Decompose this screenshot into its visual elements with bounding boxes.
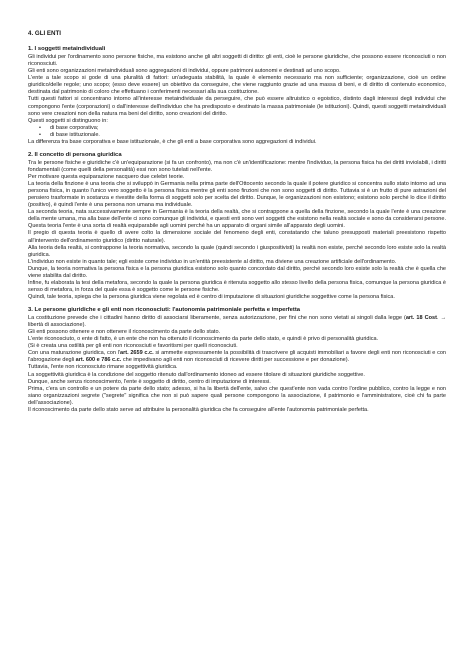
law-reference: art. 600 e 786 c.c. [75,357,122,364]
paragraph: La teoria della finzione è una teoria che si sviluppò in Germania nella prima parte dell'Ottocento secondo la quale il potere giuridico si concentra sullo stato intorno ad una persona fisica, in quanto l'unico vero soggetto è la persona fisica mentre gli enti sono finzioni che non sono soggetti di diritto. Tuttavia si è un frutto di pure astrazioni del pensiero trasformate in sostanza e rivestite della forma di soggetti solo per scelta del diritto. Dunque, le organizzazioni non esistono; esistono solo perché lo dice il diritto (positivo), è quindi l'ente è una persona non umana ma individuale. [28,181,446,209]
paragraph: Dunque, anche senza riconoscimento, l'ente è soggetto di diritto, centro di imputazione di interessi. [28,378,271,385]
paragraph: Infine, fu elaborata la tesi della metafora, secondo la quale la persona giuridica è ritenuta soggetto allo stesso livello della persona fisica, comunque la persona giuridica è senso di metafora, in forza del quale essa è soggetto come le persone fisiche. [28,279,446,293]
paragraph-text: . → libertà di associazione). [28,315,446,329]
paragraph: Prima, c'era un controllo e un potere da parte dello stato; adesso, si ha la libertà dell'ente, salvo che quest'ente non vada contro l'ordine pubblico, contro la legge e non siano organizzazioni segrete ("segrete" significa che non si può sapere quali persone compongono la associazione, il patrimonio e l'amministratore, cioè chi fa parte dell'associazione). [28,385,446,406]
paragraph: Dunque, la teoria normativa la persona fisica e la persona giuridica esistono solo quanto concordato dal diritto, perché secondo loro esiste solo la realtà che è quella che viene stabilita dal diritto. [28,265,446,279]
bullet-icon: • [39,124,41,131]
paragraph: Per motivare questa equiparazione nacquero due celebri teorie. [28,174,185,181]
bullet-list [28,125,446,139]
paragraph: Il pregio di questa teoria è quello di avere colto la dimensione sociale del fenomeno degli enti, constatando che taluno presupposti materiali preesistono rispetto all'intervento dell'ordinamento giuridico (diritto naturale). [28,230,446,244]
paragraph: La soggettività giuridica è la condizione del soggetto ritenuto dall'ordinamento idoneo ad essere titolare di situazioni giuridiche soggettive. [28,371,365,378]
paragraph: L'ente a tale scopo si gode di una pluralità di fattori: un'adeguata stabilità, la quale è elemento necessario ma non sufficiente; organizzazione, cioè un ordine giuridico/delle regole; uno scopo; (esso deve essere) un obiettivo da conseguire, che viene raggiunto grazie ad una massa di beni, e di diritto di contenuto economico, destinata dal patrimonio di coloro che effettuano i conferimenti necessari alla sua costituzione. [28,75,446,96]
section-3-title: 3. Le persone giuridiche e gli enti non riconosciuti: l'autonomia patrimoniale perfetta e imperfetta [28,306,301,313]
paragraph: L'individuo non esiste in quanto tale; egli esiste come individuo in un'entità preesistente al diritto, ma diviene una creazione artificiale dell'ordinamento. [28,258,397,265]
paragraph: Gli enti possono ottenere e non ottenere il riconoscimento da parte dello stato. [28,329,221,336]
paragraph-text: La costituzione prevede che i cittadini hanno diritto di associarsi liberamente, senza autorizzazione, per fini che non sono vietati ai singoli dalla legge ( [28,315,406,322]
paragraph: La differenza tra base corporativa e base istituzionale, è che gli enti a base corporativa sono aggregazioni di individui. [28,138,317,145]
list-item [39,131,446,139]
bullet-icon: • [39,131,41,138]
paragraph [28,315,446,329]
law-reference: art. 2659 c.c. [119,350,154,357]
paragraph: Tra le persone fisiche e giuridiche c'è un'equiparazione (si fa un confronto), ma non c'è un'identificazione: mentre l'individuo, la persona fisica ha dei diritti inviolabili, i diritti fondamentali (come quelli della personalità) essi non sono tutelati nell'ente. [28,160,446,174]
law-reference: art. 18 Cost [405,315,437,322]
paragraph: Quindi, tale teoria, spiega che la persona giuridica viene regolata ed è centro di imputazione di situazioni giuridiche soggettive come la persona fisica. [28,293,395,300]
paragraph [28,350,446,364]
paragraph: Tuttavia, l'ente non riconosciuto rimane soggettività giuridica. [28,364,178,371]
section-1-title: 1. I soggetti metaindividuali [28,46,106,52]
paragraph: La seconda teoria, nata successivamente sempre in Germania è la teoria della realtà, che si contrappone a quella della finzione, secondo la quale l'ente è una creazione della mente umana, ma alla base dell'ente ci sono comunque gli individui, e questi enti sono veri soggetti che esistono nella realtà sociale e sono da considerarsi persone. Questa teoria l'ente è una sorta di realtà equiparabile agli uomini perché ha un apparato di organi simile all'apparato degli uomini. [28,209,446,230]
list-item-text: di base istituzionale. [50,131,100,138]
paragraph-text: si ammette espressamente la possibilità di trascrivere gli acquisti immobiliari a favore degli enti non riconosciuti e con l'abrogazione degli [28,350,447,364]
paragraph-text: Con una maturazione giuridica, con l' [28,350,120,357]
section-2-title: 2. Il concetto di persona giuridica [28,151,122,158]
paragraph: Questi soggetti si distinguono in: [28,117,108,124]
document-title: 4. GLI ENTI [28,30,62,37]
section-2 [28,152,446,301]
section-1 [28,46,446,146]
list-item-text: di base corporativa; [50,124,99,131]
paragraph: Gli enti sono organizzazioni metaindividuali sono aggregazioni di individui, oppure patrimoni autonomi e destinati ad uno scopo. [28,68,341,75]
paragraph: L'ente riconosciuto, o ente di fatto, è un ente che non ha ottenuto il riconoscimento da parte dello stato, e quindi è privo di personalità giuridica. [28,336,379,343]
paragraph: Alla teoria della realtà, si contrappone la teoria normativa, secondo la quale (quindi secondo i giuspositivisti) la realtà non esiste, perché secondo loro esiste solo la realtà giuridica. [28,244,446,258]
paragraph: Tutti questi fattori si concentrano intorno all'interesse metaindividuale da perseguire, che può essere altruistico o egoistico, distinto dagli interessi degli individui che compongono l'ente (corporazioni) o dall'interesse dell'individuo che ha predisposto e destinato la massa patrimoniale (le istituzioni). Quindi, questi soggetti metaindividuali sono vere creazioni non della natura ma beni del diritto, sono creazioni del diritto. [28,96,446,117]
paragraph-text: che impedivano agli enti non riconosciuti di ricevere diritti per successione e per donazione). [121,357,350,364]
list-item [39,124,446,132]
paragraph: Il riconoscimento da parte dello stato serve ad attribuire la personalità giuridica che fa conseguire all'ente l'autonomia patrimoniale perfetta. [28,406,369,413]
paragraph: (Si è creata una ostilità per gli enti non riconosciuti e favoritismi per quelli riconosciuti. [28,343,238,350]
section-3 [28,307,446,414]
paragraph: Gli individui per l'ordinamento sono persone fisiche, ma esistono anche gli altri soggetti di diritto: gli enti, cioè le persone giuridiche, che possono essere riconosciuti o non riconosciuti. [28,54,446,68]
